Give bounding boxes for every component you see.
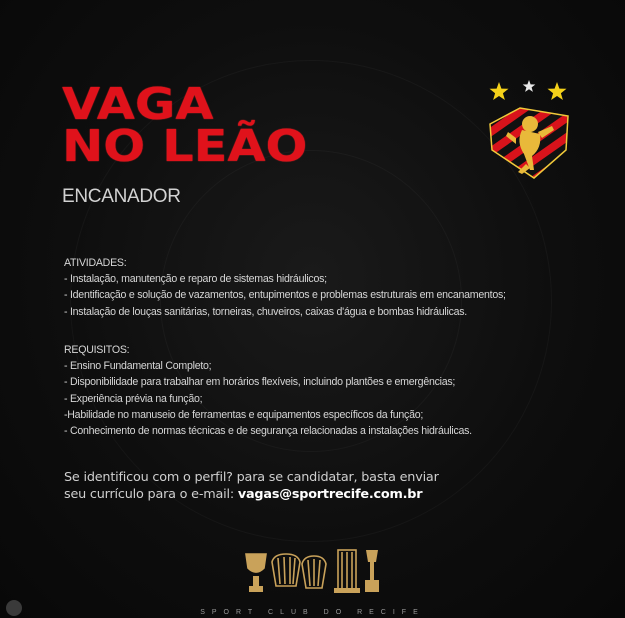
cta-line-2-text: seu currículo para o e-mail: — [64, 487, 238, 502]
application-instructions — [64, 469, 439, 503]
atividades-item: - Identificação e solução de vazamentos, entupimentos e problemas estruturais em encanamentos; — [64, 289, 506, 302]
star-icon — [548, 82, 567, 100]
requisitos-item: - Experiência prévia na função; — [64, 392, 203, 405]
headline-line-1: VAGA — [62, 79, 214, 130]
headline-line-2: NO LEÃO — [62, 121, 308, 172]
atividades-section — [64, 255, 506, 320]
requisitos-section — [64, 342, 472, 439]
atividades-item: - Instalação, manutenção e reparo de sistemas hidráulicos; — [64, 273, 327, 286]
requisitos-item: -Habilidade no manuseio de ferramentas e equipamentos específicos da função; — [64, 408, 424, 421]
requisitos-item: - Disponibilidade para trabalhar em horários flexíveis, incluindo plantões e emergências; — [64, 376, 456, 389]
cta-line-2 — [64, 486, 439, 503]
star-icon — [523, 80, 536, 92]
star-icon — [490, 82, 509, 100]
requisitos-item: - Conhecimento de normas técnicas e de segurança relacionadas a instalações hidráulicas. — [64, 425, 472, 438]
headline — [62, 79, 308, 172]
atividades-title: ATIVIDADES: — [64, 257, 127, 269]
requisitos-item: - Ensino Fundamental Completo; — [64, 360, 212, 373]
trophy-icon — [244, 546, 382, 596]
job-title: ENCANADOR — [62, 186, 181, 207]
atividades-item: - Instalação de louças sanitárias, torneiras, chuveiros, caixas d'água e bombas hidráulicas. — [64, 305, 468, 318]
requisitos-title: REQUISITOS: — [64, 344, 130, 356]
profile-avatar-icon[interactable] — [6, 600, 22, 616]
club-name: SPORT CLUB DO RECIFE — [200, 609, 425, 616]
club-crest-icon — [486, 78, 572, 182]
contact-email[interactable]: vagas@sportrecife.com.br — [237, 487, 423, 502]
cta-line-1: Se identificou com o perfil? para se candidatar, basta enviar — [64, 470, 439, 485]
